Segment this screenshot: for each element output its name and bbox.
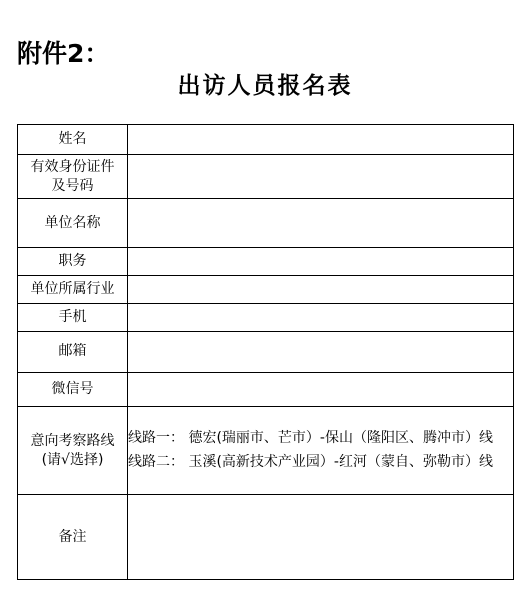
mobile-label: 手机 [18, 304, 128, 332]
industry-field[interactable] [128, 275, 514, 303]
form-row-name [18, 125, 514, 155]
employer-field[interactable] [128, 199, 514, 247]
registration-form-table [17, 124, 514, 580]
remarks-label: 备注 [18, 495, 128, 580]
form-row-id [18, 155, 514, 199]
form-row-position [18, 247, 514, 275]
route-label [18, 406, 128, 495]
form-row-email [18, 332, 514, 372]
remarks-field[interactable] [128, 495, 514, 580]
position-label: 职务 [18, 247, 128, 275]
route-label-line2: (请√选择) [41, 451, 104, 468]
email-label: 邮箱 [18, 332, 128, 372]
email-field[interactable] [128, 332, 514, 372]
form-row-wechat [18, 372, 514, 406]
form-title: 出访人员报名表 [177, 73, 353, 99]
attachment-label: 附件2： [17, 39, 110, 68]
route-option-1[interactable]: 线路一： 德宏(瑞丽市、芒市）-保山（隆阳区、腾冲市）线 [128, 430, 493, 447]
wechat-label: 微信号 [18, 372, 128, 406]
form-row-remarks [18, 495, 514, 580]
form-row-industry [18, 275, 514, 303]
wechat-field[interactable] [128, 372, 514, 406]
route-options [128, 406, 514, 495]
name-field[interactable] [128, 125, 514, 155]
route-label-line1: 意向考察路线 [30, 432, 115, 449]
mobile-field[interactable] [128, 304, 514, 332]
employer-label: 单位名称 [18, 199, 128, 247]
id-number-field[interactable] [128, 155, 514, 199]
route-option-2[interactable]: 线路二： 玉溪(高新技术产业园）-红河（蒙自、弥勒市）线 [128, 454, 493, 471]
form-row-employer [18, 199, 514, 247]
form-row-mobile [18, 304, 514, 332]
form-row-route [18, 406, 514, 495]
id-label-line2: 及号码 [51, 177, 94, 194]
id-label [18, 155, 128, 199]
name-label: 姓名 [18, 125, 128, 155]
id-label-line1: 有效身份证件 [30, 158, 115, 175]
industry-label: 单位所属行业 [18, 275, 128, 303]
position-field[interactable] [128, 247, 514, 275]
